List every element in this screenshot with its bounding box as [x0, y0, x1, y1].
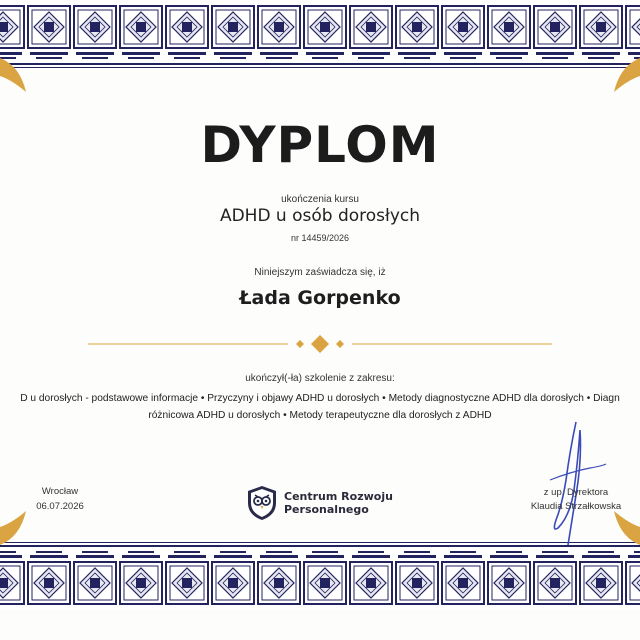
signatory-name: Klaudia Strzałkowska	[530, 501, 622, 512]
top-border-band	[0, 0, 640, 70]
gold-leaf-icon	[0, 58, 28, 98]
recipient-name: Łada Gorpenko	[239, 287, 401, 309]
document-title: DYPLOM	[200, 116, 440, 174]
topics-line: różnicowa ADHD u dorosłych • Metody terapeutyczne dla dorosłych z ADHD	[148, 410, 492, 421]
hereby-text: Niniejszym zaświadcza się, iż	[254, 267, 386, 278]
issue-date: 06.07.2026	[36, 501, 84, 512]
organization-name-line: Personalnego	[284, 503, 369, 516]
handwritten-signature	[540, 420, 610, 550]
owl-shield-icon	[246, 485, 278, 521]
completed-text: ukończył(-ła) szkolenie z zakresu:	[245, 373, 395, 384]
topics-list	[0, 390, 640, 424]
issue-city: Wrocław	[41, 486, 79, 497]
issue-place-date	[20, 484, 100, 514]
signatory-block	[516, 486, 636, 514]
diamond-ornament-icon	[0, 334, 640, 354]
document-subtitle: ukończenia kursu	[281, 194, 359, 205]
signatory-role: z up. Dyrektora	[543, 487, 609, 498]
gold-leaf-icon	[612, 58, 640, 98]
organization-logo	[246, 485, 406, 521]
course-name: ADHD u osób dorosłych	[219, 206, 421, 226]
certificate-number: nr 14459/2026	[290, 233, 350, 243]
organization-name-line: Centrum Rozwoju	[284, 490, 393, 503]
topics-line: D u dorosłych - podstawowe informacje • Przyczyny i objawy ADHD u dorosłych • Metody diagnostyczne ADHD dla dorosłych • Diagn	[20, 393, 620, 404]
bottom-border-band	[0, 540, 640, 610]
